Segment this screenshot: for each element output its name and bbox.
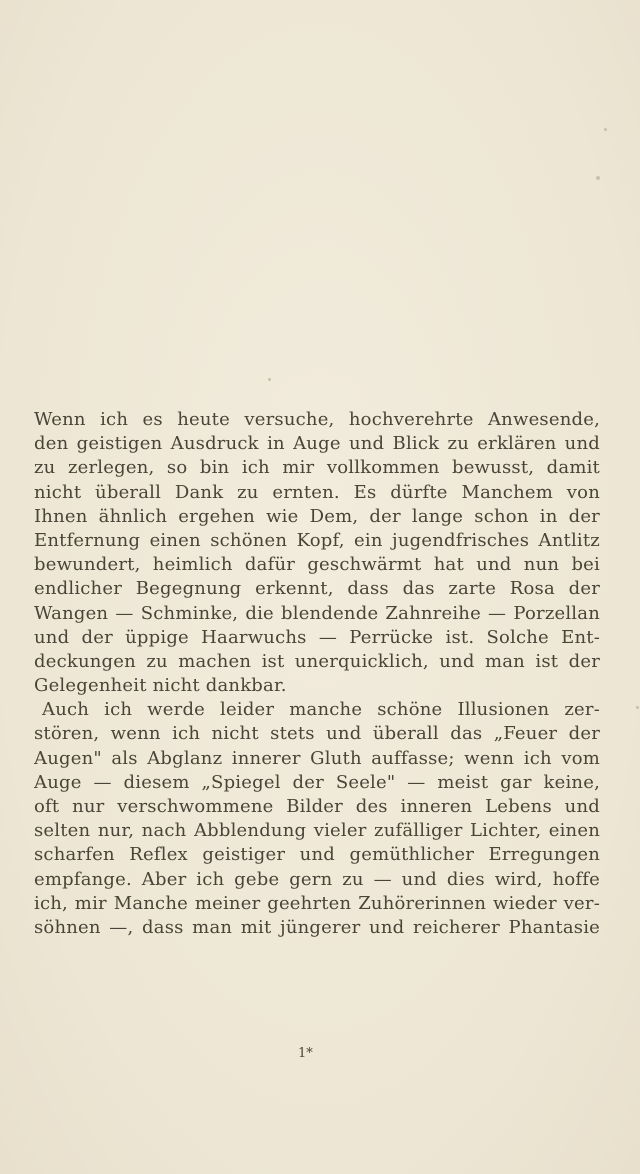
text-line: endlicher Begegnung erkennt, dass das zarte Rosa der bbox=[34, 578, 600, 600]
text-line: selten nur, nach Abblendung vieler zufälliger Lichter, einen bbox=[34, 820, 600, 842]
text-line: den geistigen Ausdruck in Auge und Blick zu erklären und bbox=[34, 433, 600, 455]
text-line: deckungen zu machen ist unerquicklich, und man ist der bbox=[34, 650, 600, 672]
text-line: empfange. Aber ich gebe gern zu — und dies wird, hoffe bbox=[34, 868, 600, 890]
text-line: oft nur verschwommene Bilder des inneren Lebens und bbox=[34, 796, 600, 817]
text-line: stören, wenn ich nicht stets und überall das „Feuer der bbox=[34, 723, 600, 745]
paper-speck bbox=[604, 128, 607, 131]
paper-speck bbox=[636, 706, 639, 709]
text-line: zu zerlegen, so bin ich mir vollkommen bewusst, damit bbox=[34, 457, 600, 479]
paragraph-1 bbox=[34, 408, 600, 698]
text-line: Auge — diesem „Spiegel der Seele" — meist gar keine, bbox=[34, 771, 600, 793]
text-line: Wenn ich es heute versuche, hochverehrte Anwesende, bbox=[34, 409, 600, 430]
text-line: Gelegenheit nicht dankbar. bbox=[34, 675, 287, 697]
text-line: Ihnen ähnlich ergehen wie Dem, der lange schon in der bbox=[34, 505, 600, 527]
text-line: Auch ich werde leider manche schöne Illusionen zer- bbox=[42, 699, 600, 721]
text-line: Wangen — Schminke, die blendende Zahnreihe — Porzellan bbox=[34, 602, 600, 624]
text-line: scharfen Reflex geistiger und gemüthlicher Erregungen bbox=[34, 844, 600, 866]
paper-speck bbox=[268, 378, 271, 381]
paper-speck bbox=[596, 176, 600, 180]
text-line: Entfernung einen schönen Kopf, ein jugendfrisches Antlitz bbox=[34, 529, 600, 551]
paragraph-2 bbox=[34, 698, 600, 940]
text-line: bewundert, heimlich dafür geschwärmt hat und nun bei bbox=[34, 554, 600, 576]
body-text bbox=[34, 408, 600, 940]
text-line: söhnen —, dass man mit jüngerer und reicherer Phantasie bbox=[34, 916, 600, 938]
text-line: ich, mir Manche meiner geehrten Zuhörerinnen wieder ver- bbox=[34, 892, 600, 914]
text-line: Augen" als Abglanz innerer Gluth auffasse; wenn ich vom bbox=[34, 747, 600, 769]
text-line: und der üppige Haarwuchs — Perrücke ist. Solche Ent- bbox=[34, 626, 600, 648]
text-line: nicht überall Dank zu ernten. Es dürfte Manchem von bbox=[34, 481, 600, 503]
signature-mark: 1* bbox=[298, 1046, 313, 1061]
